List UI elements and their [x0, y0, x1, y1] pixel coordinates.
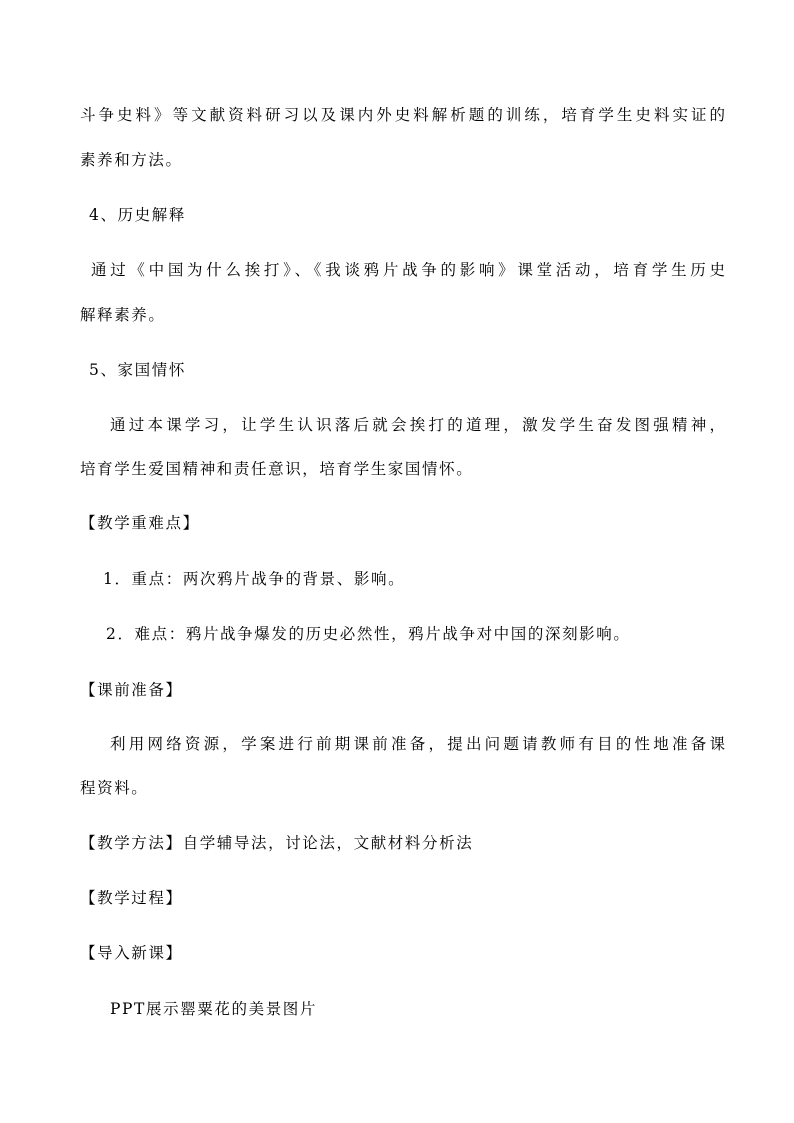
- paragraph-homeland-line-1: 通过本课学习，让学生认识落后就会挨打的道理，激发学生奋发图强精神，: [110, 416, 725, 434]
- paragraph-source-evidence-line-1: 斗争史料》等文献资料研习以及课内外史料解析题的训练，培育学生史料实证的: [80, 106, 725, 124]
- heading-lesson-introduction: 【导入新课】: [80, 944, 183, 962]
- heading-history-interpretation: 4、历史解释: [89, 206, 186, 224]
- teaching-methods: 【教学方法】自学辅导法，讨论法，文献材料分析法: [80, 834, 474, 852]
- heading-homeland-sentiment: 5、家国情怀: [89, 361, 186, 379]
- heading-pre-class-preparation: 【课前准备】: [80, 681, 183, 699]
- paragraph-history-interpretation-line-1: 通过《中国为什么挨打》、《我谈鸦片战争的影响》课堂活动，培育学生历史: [91, 261, 725, 279]
- intro-activity-text: PPT展示罂粟花的美景图片: [110, 1000, 317, 1018]
- heading-teaching-process: 【教学过程】: [80, 889, 183, 907]
- heading-teaching-key-points: 【教学重难点】: [80, 514, 200, 532]
- paragraph-preparation-line-1: 利用网络资源，学案进行前期课前准备，提出问题请教师有目的性地准备课: [110, 735, 725, 753]
- key-point-item-1: 1．重点：两次鸦片战争的背景、影响。: [103, 570, 406, 588]
- key-point-item-2: 2．难点：鸦片战争爆发的历史必然性，鸦片战争对中国的深刻影响。: [106, 625, 631, 643]
- paragraph-preparation-line-2: 程资料。: [80, 779, 149, 797]
- paragraph-history-interpretation-line-2: 解释素养。: [80, 306, 166, 324]
- paragraph-source-evidence-line-2: 素养和方法。: [80, 151, 183, 169]
- paragraph-homeland-line-2: 培育学生爱国精神和责任意识，培育学生家国情怀。: [80, 460, 474, 478]
